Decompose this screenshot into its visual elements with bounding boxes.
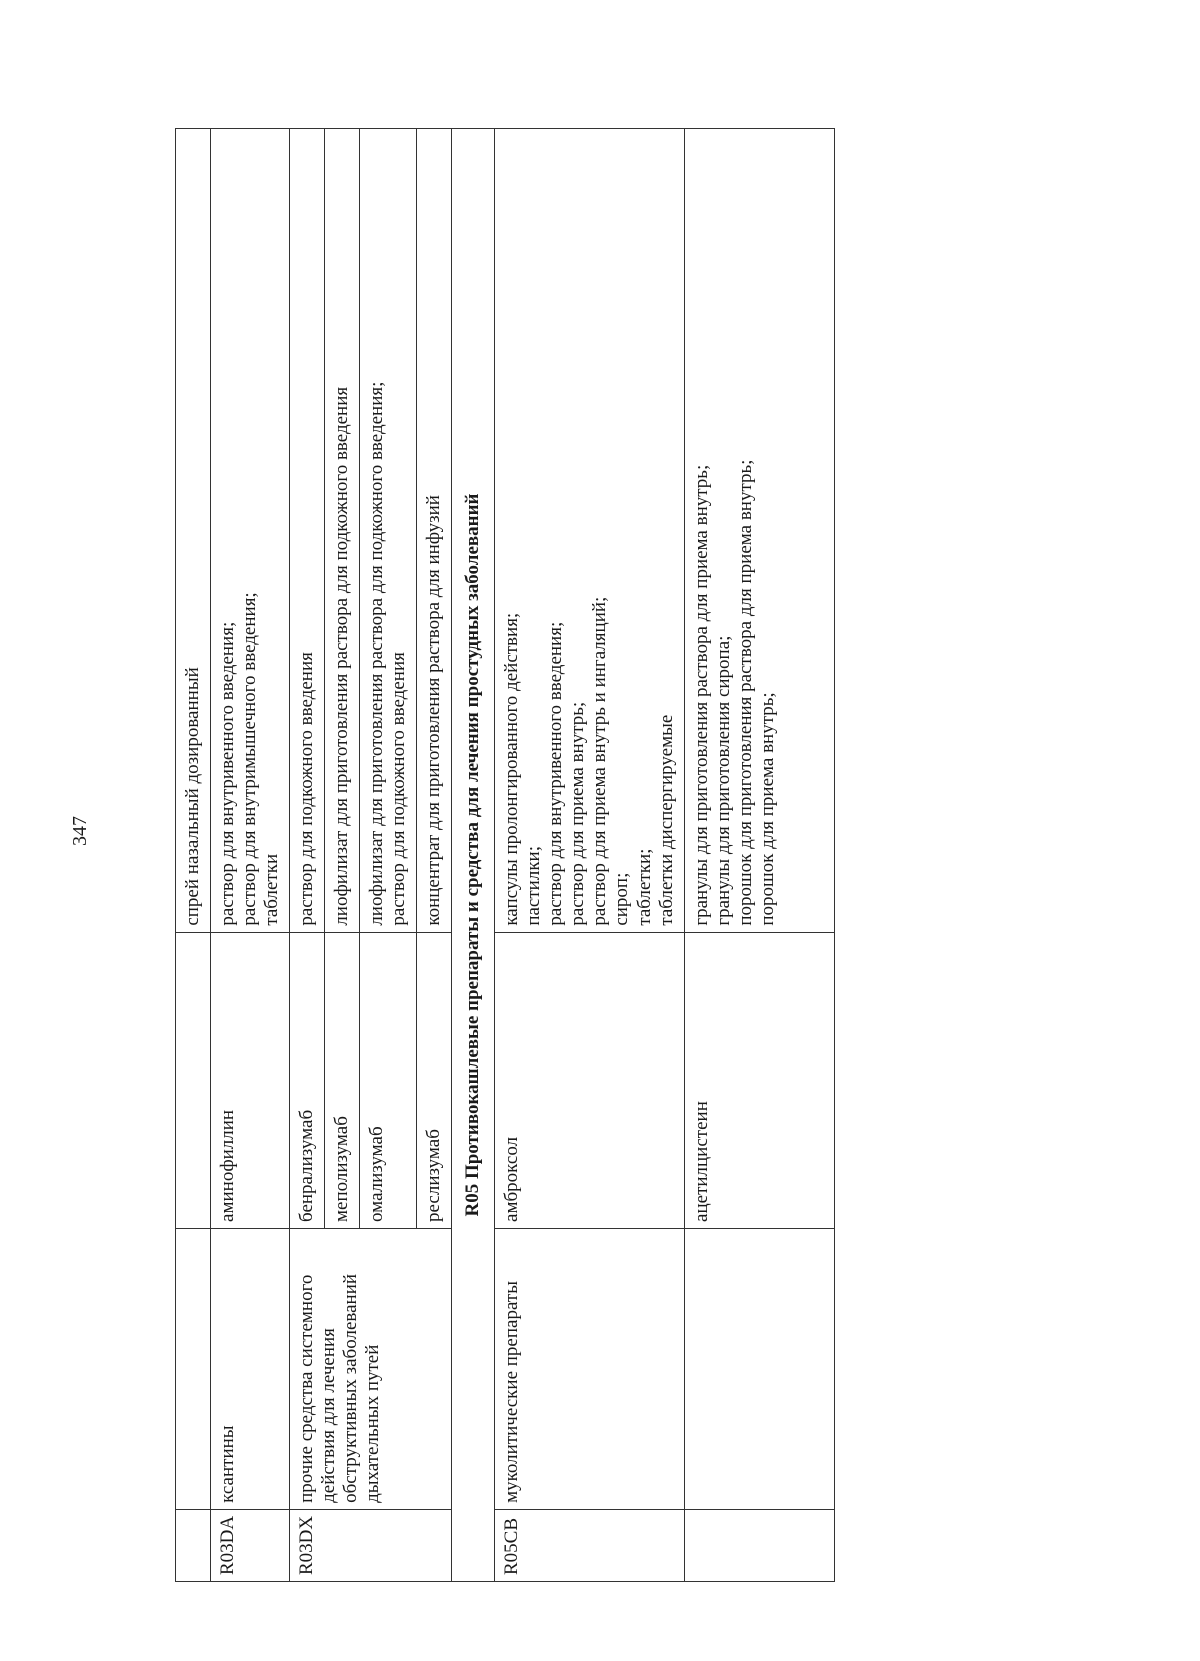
drug-table: [175, 128, 835, 1582]
form-line: лиофилизат для приготовления раствора для подкожного введения: [331, 386, 353, 926]
form-line: спрей назальный дозированный: [182, 667, 203, 926]
table-row: [290, 129, 325, 1582]
page-number: 347: [69, 816, 91, 846]
drug-name-cell: амброксол: [495, 932, 684, 1228]
form-line: порошок для приготовления раствора для приема внутрь;: [734, 459, 756, 926]
dosage-form-cell: [290, 129, 325, 933]
group-cell: [176, 1228, 211, 1509]
form-line: концентрат для приготовления раствора для инфузий: [423, 495, 445, 926]
section-row: [452, 129, 495, 1582]
form-line: пастилки;: [523, 846, 545, 926]
dosage-form-cell: [360, 129, 417, 933]
dosage-form-cell: [417, 129, 452, 933]
form-line: раствор для подкожного введения: [296, 652, 318, 926]
group-cell: муколитические препараты: [495, 1228, 684, 1509]
dosage-form-cell: [325, 129, 360, 933]
section-heading: R05 Противокашлевые препараты и средства для лечения простудных заболеваний: [452, 129, 495, 1582]
group-cell: [684, 1228, 834, 1509]
dosage-form-cell: [211, 129, 290, 933]
atc-code-cell: R03DA: [211, 1509, 290, 1581]
form-line: раствор для приема внутрь;: [567, 701, 589, 926]
form-line: таблетки: [261, 853, 283, 926]
drug-name-cell: [176, 932, 211, 1228]
form-line: лиофилизат для приготовления раствора для подкожного введения;: [366, 381, 388, 926]
atc-code-cell: [684, 1509, 834, 1581]
drug-name-cell: омализумаб: [360, 932, 417, 1228]
table-row: [176, 129, 211, 1582]
group-cell: ксантины: [211, 1228, 290, 1509]
dosage-form-cell: [495, 129, 684, 933]
atc-code-cell: R03DX: [290, 1509, 452, 1581]
form-line: порошок для приема внутрь;: [756, 692, 778, 926]
atc-code-cell: R05CB: [495, 1509, 684, 1581]
drug-name-cell: реслизумаб: [417, 932, 452, 1228]
rotated-page: [175, 128, 1095, 1582]
drug-name-cell: меполизумаб: [325, 932, 360, 1228]
dosage-form-cell: [176, 129, 211, 933]
group-cell: прочие средства системного действия для лечения обструктивных заболеваний дыхательных путей: [290, 1228, 452, 1509]
form-line: раствор для внутримышечного введения;: [239, 592, 261, 926]
drug-name-cell: аминофиллин: [211, 932, 290, 1228]
form-line: раствор для приема внутрь и ингаляций;: [589, 596, 611, 926]
form-line: раствор для внутривенного введения;: [217, 621, 239, 926]
form-line: гранулы для приготовления раствора для приема внутрь;: [690, 464, 712, 926]
dosage-form-cell: [684, 129, 834, 933]
drug-name-cell: бенрализумаб: [290, 932, 325, 1228]
form-line: раствор для внутривенного введения;: [545, 621, 567, 926]
drug-name-cell: ацетилцистеин: [684, 932, 834, 1228]
form-line: таблетки диспергируемые: [655, 714, 677, 926]
form-line: таблетки;: [633, 848, 655, 926]
table-row: [211, 129, 290, 1582]
table-row: [684, 129, 834, 1582]
table-row: [495, 129, 684, 1582]
form-line: сироп;: [611, 872, 633, 926]
form-line: капсулы пролонгированного действия;: [501, 612, 523, 926]
atc-code-cell: [176, 1509, 211, 1581]
form-line: раствор для подкожного введения: [388, 652, 410, 926]
form-line: гранулы для приготовления сиропа;: [712, 635, 734, 926]
